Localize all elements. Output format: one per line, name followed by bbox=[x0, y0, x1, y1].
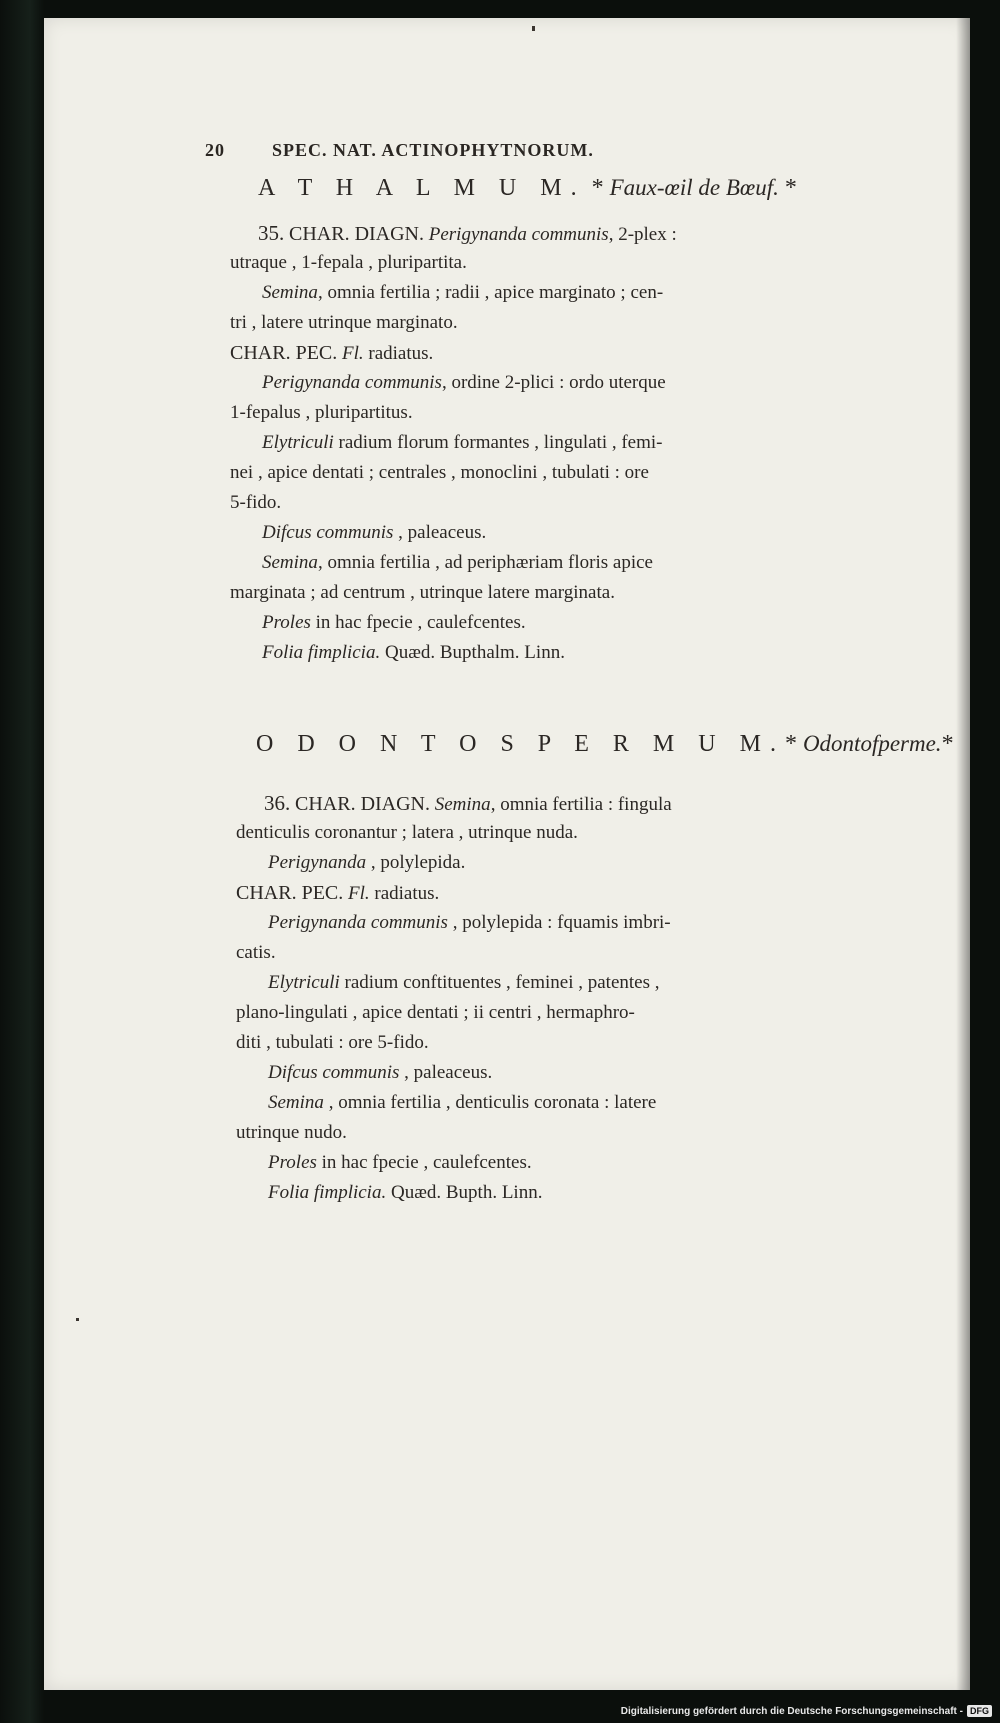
entry-line: Perigynanda communis, ordine 2-plici : ordo uterque bbox=[262, 372, 666, 393]
entry-line: tri , latere utrinque marginato. bbox=[230, 312, 458, 333]
entry-line: catis. bbox=[236, 942, 276, 963]
entry-line: 36. CHAR. DIAGN. Semina, omnia fertilia : fingula bbox=[264, 791, 672, 815]
vernacular-name: Odontofperme. bbox=[802, 731, 942, 756]
entry-line: Semina , omnia fertilia , denticulis coronata : latere bbox=[268, 1092, 657, 1113]
running-title: SPEC. NAT. ACTINOPHYTNORUM. bbox=[272, 140, 594, 160]
entry-line: denticulis coronantur ; latera , utrinque nuda. bbox=[236, 822, 578, 843]
entry-line: 1-fepalus , pluripartitus. bbox=[230, 402, 413, 423]
entry-line: Semina, omnia fertilia ; radii , apice marginato ; cen- bbox=[262, 282, 664, 303]
entry-line: Proles in hac fpecie , caulefcentes. bbox=[262, 612, 526, 633]
paper-speck bbox=[532, 26, 535, 31]
entry-line: CHAR. PEC. Fl. radiatus. bbox=[236, 882, 440, 904]
entry-line: Folia fimplicia. Quæd. Bupth. Linn. bbox=[268, 1182, 543, 1203]
entry-line: nei , apice dentati ; centrales , monoclini , tubulati : ore bbox=[230, 462, 649, 483]
page-number: 20 bbox=[205, 140, 225, 160]
entry-line: utraque , 1-fepala , pluripartita. bbox=[230, 252, 467, 273]
entry-line: Perigynanda , polylepida. bbox=[268, 852, 466, 873]
entry-line: Difcus communis , paleaceus. bbox=[268, 1062, 493, 1083]
entry-line: utrinque nudo. bbox=[236, 1122, 347, 1143]
entry-line: Semina, omnia fertilia , ad periphæriam floris apice bbox=[262, 552, 653, 573]
species-entry-35 bbox=[258, 218, 898, 248]
genus-name: O D O N T O S P E R M U M. bbox=[256, 731, 785, 757]
genus-heading: A T H A L M U M. * Faux-œil de Bœuf. * bbox=[258, 175, 797, 201]
entry-line: diti , tubulati : ore 5-fido. bbox=[236, 1032, 429, 1053]
entry-body bbox=[236, 818, 906, 1208]
dfg-logo-icon: DFG bbox=[967, 1705, 992, 1717]
credit-text: Digitalisierung gefördert durch die Deutsche Forschungsgemeinschaft - bbox=[620, 1705, 963, 1717]
entry-line: Folia fimplicia. Quæd. Bupthalm. Linn. bbox=[262, 642, 565, 663]
entry-line: 35. CHAR. DIAGN. Perigynanda communis, 2-plex : bbox=[258, 221, 677, 245]
genus-heading: O D O N T O S P E R M U M.* Odontofperme.* bbox=[256, 731, 954, 757]
vernacular-name: Faux-œil de Bœuf. bbox=[609, 175, 779, 200]
entry-line: 5-fido. bbox=[230, 492, 282, 513]
page-gutter-shadow bbox=[956, 18, 970, 1690]
entry-line: Proles in hac fpecie , caulefcentes. bbox=[268, 1152, 532, 1173]
entry-line: marginata ; ad centrum , utrinque latere marginata. bbox=[230, 582, 615, 603]
entry-body bbox=[230, 248, 900, 668]
digitization-credit bbox=[621, 1705, 992, 1717]
entry-line: Elytriculi radium conftituentes , feminei , patentes , bbox=[268, 972, 660, 993]
entry-line: plano-lingulati , apice dentati ; ii centri , hermaphro- bbox=[236, 1002, 635, 1023]
entry-line: CHAR. PEC. Fl. radiatus. bbox=[230, 342, 434, 364]
paper-speck bbox=[76, 1318, 79, 1321]
entry-line: Perigynanda communis , polylepida : fquamis imbri- bbox=[268, 912, 671, 933]
entry-line: Difcus communis , paleaceus. bbox=[262, 522, 487, 543]
genus-name: A T H A L M U M. bbox=[258, 175, 586, 201]
species-entry-36 bbox=[264, 788, 904, 818]
entry-line: Elytriculi radium florum formantes , lingulati , femi- bbox=[262, 432, 663, 453]
